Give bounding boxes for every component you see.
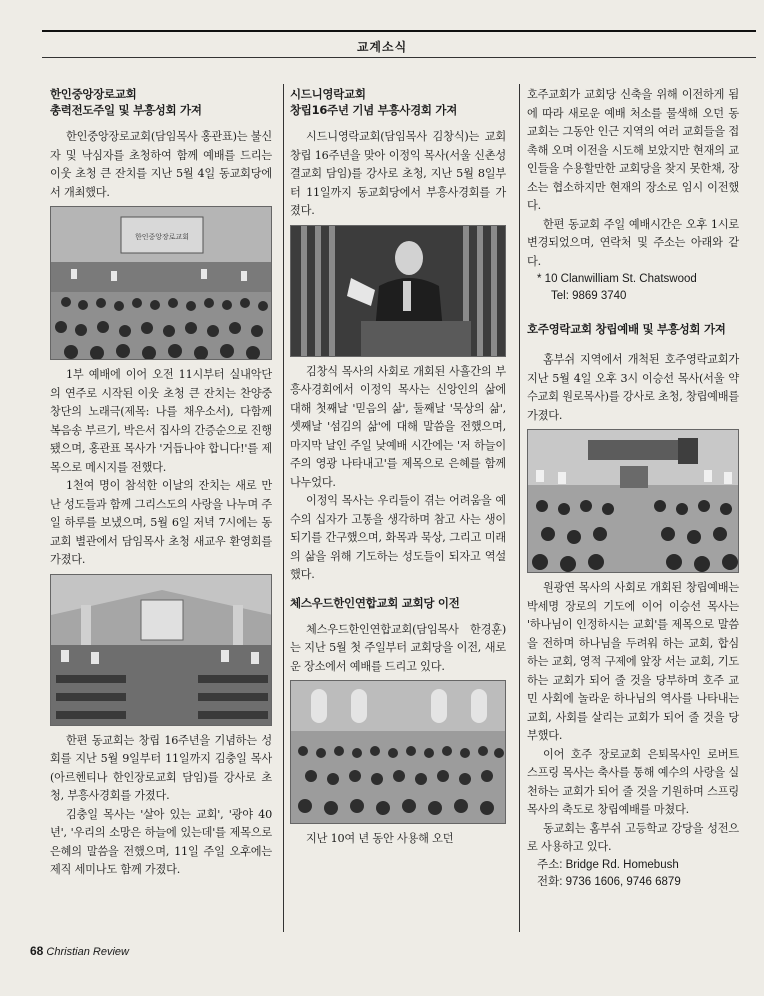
article-1-heading-line1: 한인중앙장로교회 <box>50 87 137 101</box>
photo-founding-service-image <box>528 430 739 572</box>
column-2 <box>290 86 506 849</box>
article-4-paragraph: 홈부쉬 지역에서 개척된 호주영락교회가 지난 5월 4일 오후 3시 이승선 목사(서울 약수교회 원로목사)를 강사로 초청, 창립예배를 가졌다. <box>527 353 739 422</box>
column-3 <box>527 86 739 891</box>
photo-worship-hall-image <box>291 681 506 823</box>
article-1-paragraph: 1천여 명이 참석한 이날의 잔치는 새로 만난 성도들과 함께 그리스도의 사랑을 나누며 주일 하루를 보냈으며, 5월 6일 저녁 7시에는 동교회 별관에서 담임목사 초청 새교우 환영회를 가졌다. <box>50 479 272 566</box>
article-1-paragraph: 1부 예배에 이어 오전 11시부터 실내악단의 연주로 시작된 이웃 초청 큰 잔치는 찬양중창단의 노래극(제목: 나를 채우소서), 다함께 복음송 부르기, 박은서 집사의 간증순으로 진행됐으며, 홍관표 목사가 '거듭나야 합니다!'를 제목으로 메시지를 전했다. <box>50 368 272 474</box>
article-3-paragraph-continued: 호주교회가 교회당 신축을 위해 이전하게 됨에 따라 새로운 예배 처소를 물색해 오던 동교회는 그동안 인근 지역의 여러 교회들을 접촉해 오며 이전을 시도해 보았지만 현재의 교인들을 수용할만한 교회당을 찾지 못한채, 장소는 협소하지만 현재의 장소로 임시 이전했다. <box>527 88 739 212</box>
article-3-phone: Tel: 9869 3740 <box>551 290 627 302</box>
section-title: 교계소식 <box>356 40 408 54</box>
photo-preacher-pulpit <box>290 225 506 357</box>
article-1-paragraph: 한인중앙장로교회(담임목사 홍관표)는 불신자 및 낙심자를 초청하여 함께 예배를 드리는 이웃 초청 큰 잔치를 지난 5월 4일 동교회당에서 개최했다. <box>50 130 272 199</box>
article-3-heading: 체스우드한인연합교회 교회당 이전 <box>290 595 460 610</box>
column-1 <box>50 86 272 880</box>
article-4-paragraph: 원광연 목사의 사회로 개회된 창립예배는 박세명 장로의 기도에 이어 이승선 목사는 '하나님이 인정하시는 교회'를 제목으로 말씀을 전하며 하나님을 두려워 하는 교회, 합심하는 교회, 영적 구제에 앞장 서는 교회, 기도하는 교회가 되어 줄 것을 당부하며 호주 교민 사회에 놀라운 하나님의 역사를 나타내는 교회, 사회를 살리는 교회가 되어 줄 것을 당부했다. <box>527 581 739 742</box>
article-1-paragraph: 김충일 목사는 '살아 있는 교회', '광야 40년', '우리의 소망은 하늘에 있는데'를 제목으로 은혜의 말씀을 전했으며, 11일 주일 오후에는 제직 세미나도 함께 가졌다. <box>50 807 272 876</box>
article-2-paragraph: 김창식 목사의 사회로 개회된 사흘간의 부흥사경회에서 이정익 목사는 신앙인의 삶에 대해 첫째날 '믿음의 삶', 둘째날 '묵상의 삶', 셋째날 '섬김의 삶'에 대해 말씀을 전했으며, 마지막 날인 주일 낮예배 시간에는 '저 하늘이 주의 영광 나타내고'를 제목으로 은혜를 함께 나누었다. <box>290 364 506 489</box>
page-number: 68 <box>30 944 44 958</box>
article-4-address: 주소: Bridge Rd. Homebush <box>537 858 679 871</box>
photo-church-sign: 한인중앙장로교회 <box>134 233 190 241</box>
photo-worship-hall <box>290 680 506 824</box>
article-3-paragraph: 지난 10여 년 동안 사용해 오던 <box>306 832 454 845</box>
column-divider <box>519 84 520 932</box>
magazine-name: Christian Review <box>46 946 129 958</box>
photo-founding-service <box>527 429 739 573</box>
photo-preacher-pulpit-image <box>291 226 506 356</box>
page-footer <box>30 944 129 958</box>
article-4-heading: 호주영락교회 창립예배 및 부흥성회 가져 <box>527 322 726 336</box>
column-divider <box>283 84 284 932</box>
article-3-paragraph: 한편 동교회 주일 예배시간은 오후 1시로 변경되었으며, 연락처 및 주소는 아래와 같다. <box>527 217 739 268</box>
article-4-paragraph: 이어 호주 장로교회 은퇴목사인 로버트 스프링 목사는 축사를 통해 예수의 사랑을 실천하는 교회가 되어 줄 것을 기원하며 스프링 목사의 축도로 창립예배를 마쳤다. <box>527 747 739 816</box>
article-1-heading-line2: 총력전도주일 및 부흥성회 가져 <box>50 103 202 117</box>
photo-church-interior <box>50 574 272 726</box>
article-3-paragraph: 체스우드한인연합교회(담임목사 한경훈)는 지난 5월 첫 주일부터 교회당을 이전, 새로운 장소에서 예배를 드리고 있다. <box>290 622 506 673</box>
top-rule <box>42 30 756 32</box>
article-1-paragraph: 한편 동교회는 창립 16주년을 기념하는 성회를 지난 5월 9일부터 11일까지 김충일 목사(아르헨티나 한인장로교회 담임)를 강사로 초청, 부흥사경회를 가졌다. <box>50 733 272 802</box>
article-4-paragraph: 동교회는 홈부쉬 고등학교 강당을 성전으로 사용하고 있다. <box>527 821 739 853</box>
photo-congregation-hall-image <box>51 207 272 359</box>
article-2-heading <box>290 86 506 118</box>
section-rule <box>42 57 756 58</box>
article-4-phone: 전화: 9736 1606, 9746 6879 <box>537 875 681 888</box>
article-3-address: * 10 Clanwilliam St. Chatswood <box>537 273 697 285</box>
article-2-heading-line1: 시드니영락교회 <box>290 87 366 101</box>
article-2-paragraph: 이정익 목사는 우리들이 겪는 어려움을 예수의 십자가 고통을 생각하며 참고 사는 생이 되기를 간구했으며, 화목과 묵상, 그리고 미래의 삶을 위해 기도하는 성도들이 되자고 역설했다. <box>290 494 506 581</box>
article-2-paragraph: 시드니영락교회(담임목사 김창식)는 교회 창립 16주년을 맞아 이정익 목사(서울 신촌성결교회 담임)를 강사로 초청, 지난 5월 8일부터 11일까지 동교회당에서 부흥사경회를 가졌다. <box>290 130 506 217</box>
article-2-heading-line2: 창립16주년 기념 부흥사경회 가져 <box>290 103 458 117</box>
photo-church-interior-image <box>51 575 272 725</box>
photo-congregation-hall <box>50 206 272 360</box>
article-1-heading <box>50 86 272 118</box>
